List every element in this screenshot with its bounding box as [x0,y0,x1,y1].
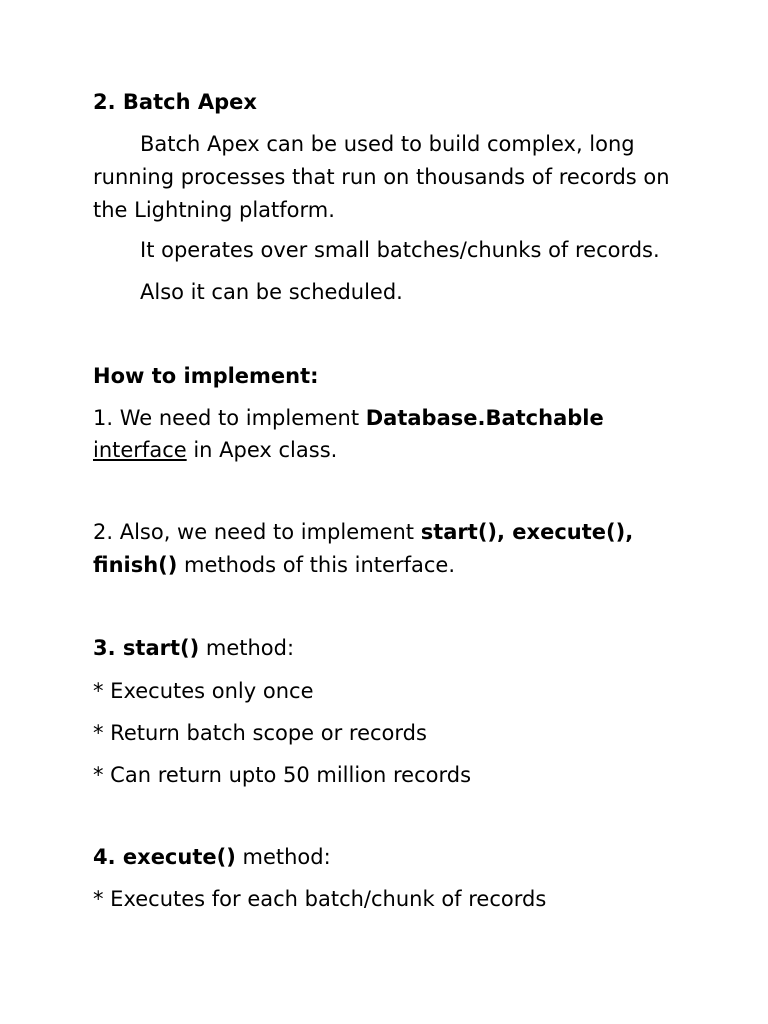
paragraph-line-1: Batch Apex can be used to build complex, long [140,132,635,156]
start-bullet-1: * Executes only once [93,679,314,703]
start-method-heading: 3. start() method: [93,636,295,660]
paragraph-line-3: the Lightning platform. [93,198,335,222]
note-batches: It operates over small batches/chunks of records. [140,238,660,262]
step-1-line-1: 1. We need to implement Database.Batchable [93,406,604,430]
note-scheduled: Also it can be scheduled. [140,280,403,304]
paragraph-line-2: running processes that run on thousands of records on [93,165,670,189]
step-2-line-2: finish() methods of this interface. [93,553,455,577]
execute-method-heading: 4. execute() method: [93,845,331,869]
section-heading: 2. Batch Apex [93,90,257,114]
step-2-line-1: 2. Also, we need to implement start(), execute(), [93,520,634,544]
start-bullet-3: * Can return upto 50 million records [93,763,472,787]
step-1-line-2: interface in Apex class. [93,438,338,462]
start-bullet-2: * Return batch scope or records [93,721,427,745]
execute-bullet-1: * Executes for each batch/chunk of records [93,887,547,911]
interface-term: interface [93,438,187,462]
how-to-heading: How to implement: [93,364,319,388]
